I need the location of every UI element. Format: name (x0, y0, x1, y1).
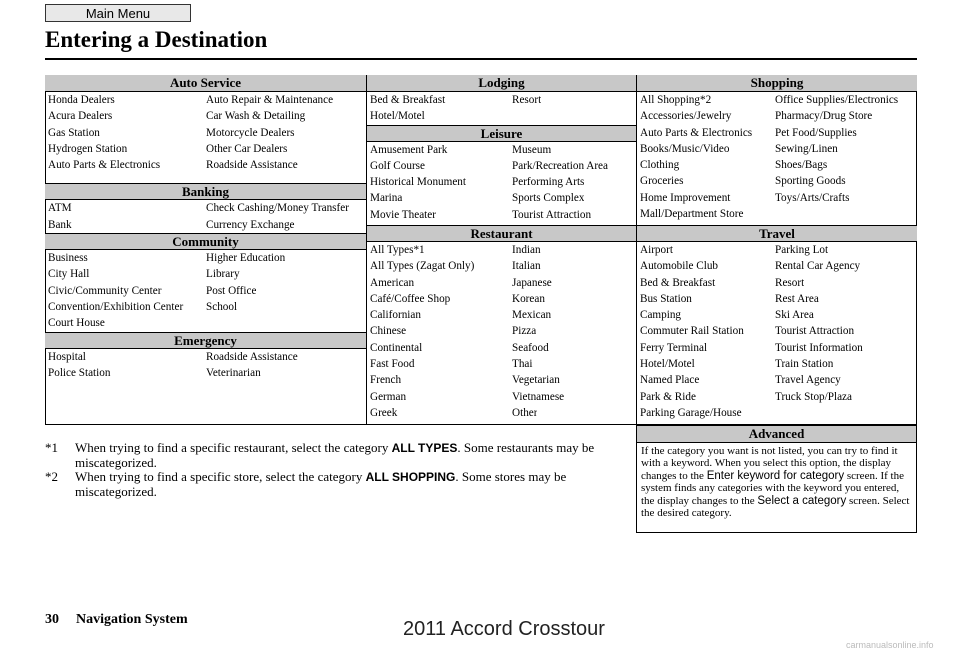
category-name: Clothing (640, 159, 680, 172)
list-item (367, 307, 636, 323)
footnote-2-keyword: ALL SHOPPING (365, 470, 456, 484)
restaurant-rows (367, 242, 636, 421)
list-item (45, 349, 366, 365)
category-name: Bus Station (640, 292, 692, 305)
list-item (45, 250, 366, 266)
category-name: Currency Exchange (206, 218, 295, 231)
list-item (367, 190, 636, 206)
category-name: Police Station (48, 366, 111, 379)
footnote-1-text: When trying to find a specific restaurant, select the category ALL TYPES. Some restaurants may be miscategorized. (75, 440, 595, 470)
category-name: Bank (48, 218, 72, 231)
list-item (367, 142, 636, 158)
category-name: Home Improvement (640, 191, 731, 204)
category-name: All Shopping*2 (640, 94, 712, 106)
page-title: Entering a Destination (45, 27, 268, 52)
travel-rows (637, 242, 917, 421)
list-item (367, 356, 636, 372)
category-name: Tourist Attraction (775, 325, 855, 338)
list-item (45, 365, 366, 381)
category-name: Thai (512, 358, 533, 371)
category-name: Check Cashing/Money Transfer (206, 202, 349, 215)
category-name: Court House (48, 317, 105, 330)
list-item (637, 340, 917, 356)
footnotes (45, 441, 635, 499)
category-name: Train Station (775, 358, 834, 371)
category-name: Motorcycle Dealers (206, 126, 295, 139)
section-emergency: Emergency (45, 332, 366, 349)
list-item (637, 307, 917, 323)
category-name: Park & Ride (640, 390, 696, 403)
section-shopping: Shopping (637, 75, 917, 92)
select-category-screen-name: Select a category (757, 494, 847, 507)
category-name: Movie Theater (370, 208, 436, 221)
category-name: Vegetarian (512, 374, 560, 387)
category-name: Golf Course (370, 159, 425, 172)
list-item (45, 217, 366, 233)
footer-section-label: Navigation System (76, 612, 188, 627)
category-name: Civic/Community Center (48, 284, 162, 297)
list-item (45, 108, 366, 124)
list-item (637, 291, 917, 307)
category-name: Convention/Exhibition Center (48, 300, 184, 313)
category-name: Pharmacy/Drug Store (775, 110, 873, 123)
category-name: Mall/Department Store (640, 208, 744, 221)
category-name: Auto Repair & Maintenance (206, 94, 334, 106)
main-menu-button[interactable]: Main Menu (45, 4, 191, 22)
list-item (637, 372, 917, 388)
column-1 (45, 75, 366, 381)
category-name: Truck Stop/Plaza (775, 390, 852, 403)
list-item (367, 174, 636, 190)
category-name: Chinese (370, 325, 407, 338)
category-name: Indian (512, 244, 541, 256)
category-name: All Types (Zagat Only) (370, 260, 475, 273)
section-lodging: Lodging (367, 75, 636, 92)
list-item (637, 206, 917, 222)
category-name: Books/Music/Video (640, 142, 730, 155)
emergency-rows (45, 349, 366, 382)
category-name: Hotel/Motel (370, 110, 425, 123)
category-name: American (370, 276, 415, 289)
category-name: Californian (370, 309, 421, 322)
category-name: Roadside Assistance (206, 350, 298, 363)
list-item (637, 275, 917, 291)
category-name: Named Place (640, 374, 700, 387)
category-name: Museum (512, 143, 552, 156)
category-name: Resort (512, 94, 542, 106)
category-name: Fast Food (370, 358, 415, 371)
list-item (45, 92, 366, 108)
list-item (367, 323, 636, 339)
category-name: French (370, 374, 402, 387)
restaurant-panel (367, 225, 636, 421)
list-item (367, 291, 636, 307)
category-name: Office Supplies/Electronics (775, 94, 899, 106)
page-number: 30 (45, 612, 59, 627)
category-name: Auto Parts & Electronics (640, 126, 753, 139)
leisure-rows (367, 142, 636, 223)
list-item (45, 157, 366, 173)
footnote-2-text: When trying to find a specific store, select the category ALL SHOPPING. Some stores may be miscategorized. (75, 469, 567, 499)
list-item (367, 405, 636, 421)
category-name: Korean (512, 292, 545, 305)
category-name: Commuter Rail Station (640, 325, 744, 338)
footnote-2 (45, 470, 635, 499)
category-name: Parking Garage/House (640, 406, 742, 419)
list-item (45, 266, 366, 282)
list-item (367, 340, 636, 356)
list-item (367, 158, 636, 174)
list-item (637, 389, 917, 405)
category-name: Post Office (206, 284, 257, 297)
list-item (637, 173, 917, 189)
category-name: Hotel/Motel (640, 358, 695, 371)
travel-panel (637, 225, 917, 421)
list-item (367, 92, 636, 108)
category-name: German (370, 390, 407, 403)
list-item (637, 190, 917, 206)
category-name: Pizza (512, 325, 537, 338)
category-name: Continental (370, 341, 423, 354)
category-name: Gas Station (48, 126, 100, 139)
list-item (367, 389, 636, 405)
list-item (637, 323, 917, 339)
column-2 (367, 75, 636, 223)
list-item (45, 283, 366, 299)
category-name: Toys/Arts/Crafts (775, 191, 850, 204)
category-name: Amusement Park (370, 143, 448, 156)
shopping-rows (637, 92, 917, 222)
category-name: Sports Complex (512, 192, 585, 205)
category-name: Travel Agency (775, 374, 841, 387)
category-name: Rental Car Agency (775, 260, 861, 273)
category-name: Sporting Goods (775, 175, 846, 188)
category-name: Library (206, 268, 240, 281)
community-rows (45, 250, 366, 331)
category-name: Greek (370, 406, 398, 419)
category-name: Bed & Breakfast (370, 94, 446, 106)
category-name: Honda Dealers (48, 94, 115, 106)
category-name: Sewing/Linen (775, 142, 838, 155)
category-name: Other Car Dealers (206, 142, 288, 155)
category-name: Automobile Club (640, 260, 719, 273)
category-name: Seafood (512, 341, 549, 354)
category-name: Italian (512, 260, 541, 273)
auto-service-rows (45, 92, 366, 173)
lodging-rows (367, 92, 636, 125)
category-name: Higher Education (206, 252, 286, 265)
section-restaurant: Restaurant (367, 225, 636, 242)
list-item (637, 108, 917, 124)
enter-keyword-screen-name: Enter keyword for category (706, 469, 845, 482)
category-name: Mexican (512, 309, 552, 322)
category-name: Park/Recreation Area (512, 159, 608, 172)
category-name: Accessories/Jewelry (640, 110, 732, 123)
category-name: All Types*1 (370, 244, 425, 256)
category-name: Rest Area (775, 292, 819, 305)
category-name: City Hall (48, 268, 90, 281)
section-travel: Travel (637, 225, 917, 242)
advanced-description: If the category you want is not listed, you can try to find it with a keyword. When you select this option, the display changes to the Enter keyword for category screen. If the system finds any categories with the keyword you entered, the display changes to the Select a category screen. Select the desired category. (641, 445, 910, 520)
category-name: School (206, 300, 238, 313)
list-item (45, 125, 366, 141)
footer-vehicle-model: 2011 Accord Crosstour (403, 618, 605, 640)
category-name: Tourist Attraction (512, 208, 592, 221)
section-community: Community (45, 233, 366, 250)
list-item (45, 299, 366, 315)
category-name: Pet Food/Supplies (775, 126, 857, 139)
category-name: Airport (640, 244, 673, 256)
footnote-2-mark: *2 (45, 469, 58, 484)
section-banking: Banking (45, 183, 366, 200)
list-item (637, 141, 917, 157)
watermark: carmanualsonline.info (846, 640, 934, 650)
category-name: Groceries (640, 175, 684, 188)
category-name: Roadside Assistance (206, 159, 298, 172)
advanced-box (636, 425, 917, 533)
category-name: Ferry Terminal (640, 341, 708, 354)
category-name: Parking Lot (775, 244, 829, 256)
list-item (367, 275, 636, 291)
list-item (45, 141, 366, 157)
category-name: Ski Area (775, 309, 814, 322)
list-item (637, 157, 917, 173)
category-name: Vietnamese (512, 390, 565, 403)
category-name: Camping (640, 309, 682, 322)
category-name: Hospital (48, 350, 86, 363)
list-item (367, 242, 636, 258)
title-divider (45, 58, 917, 60)
section-leisure: Leisure (367, 125, 636, 142)
column-3 (637, 75, 917, 222)
list-item (637, 258, 917, 274)
category-name: Tourist Information (775, 341, 863, 354)
section-advanced: Advanced (637, 426, 916, 443)
list-item (367, 372, 636, 388)
category-name: ATM (48, 202, 72, 215)
list-item (637, 356, 917, 372)
category-name: Performing Arts (512, 176, 585, 189)
category-name: Other (512, 406, 538, 419)
footnote-1 (45, 441, 635, 470)
list-item (45, 315, 366, 331)
list-item (367, 258, 636, 274)
category-name: Café/Coffee Shop (370, 292, 451, 305)
list-item (637, 405, 917, 421)
category-name: Hydrogen Station (48, 142, 128, 155)
list-item (367, 108, 636, 124)
footnote-1-mark: *1 (45, 440, 58, 455)
list-item (45, 200, 366, 216)
category-name: Car Wash & Detailing (206, 110, 306, 123)
section-auto-service: Auto Service (45, 75, 366, 92)
category-name: Acura Dealers (48, 110, 113, 123)
category-name: Business (48, 252, 88, 265)
list-item (637, 242, 917, 258)
category-name: Marina (370, 192, 403, 205)
list-item (637, 92, 917, 108)
list-item (637, 125, 917, 141)
list-item (367, 207, 636, 223)
category-name: Shoes/Bags (775, 159, 828, 172)
category-name: Veterinarian (206, 366, 261, 379)
category-name: Auto Parts & Electronics (48, 159, 161, 172)
category-name: Bed & Breakfast (640, 276, 716, 289)
category-name: Japanese (512, 276, 552, 289)
banking-rows (45, 200, 366, 233)
category-name: Historical Monument (370, 176, 467, 189)
category-name: Resort (775, 276, 805, 289)
footnote-1-keyword: ALL TYPES (391, 441, 458, 455)
